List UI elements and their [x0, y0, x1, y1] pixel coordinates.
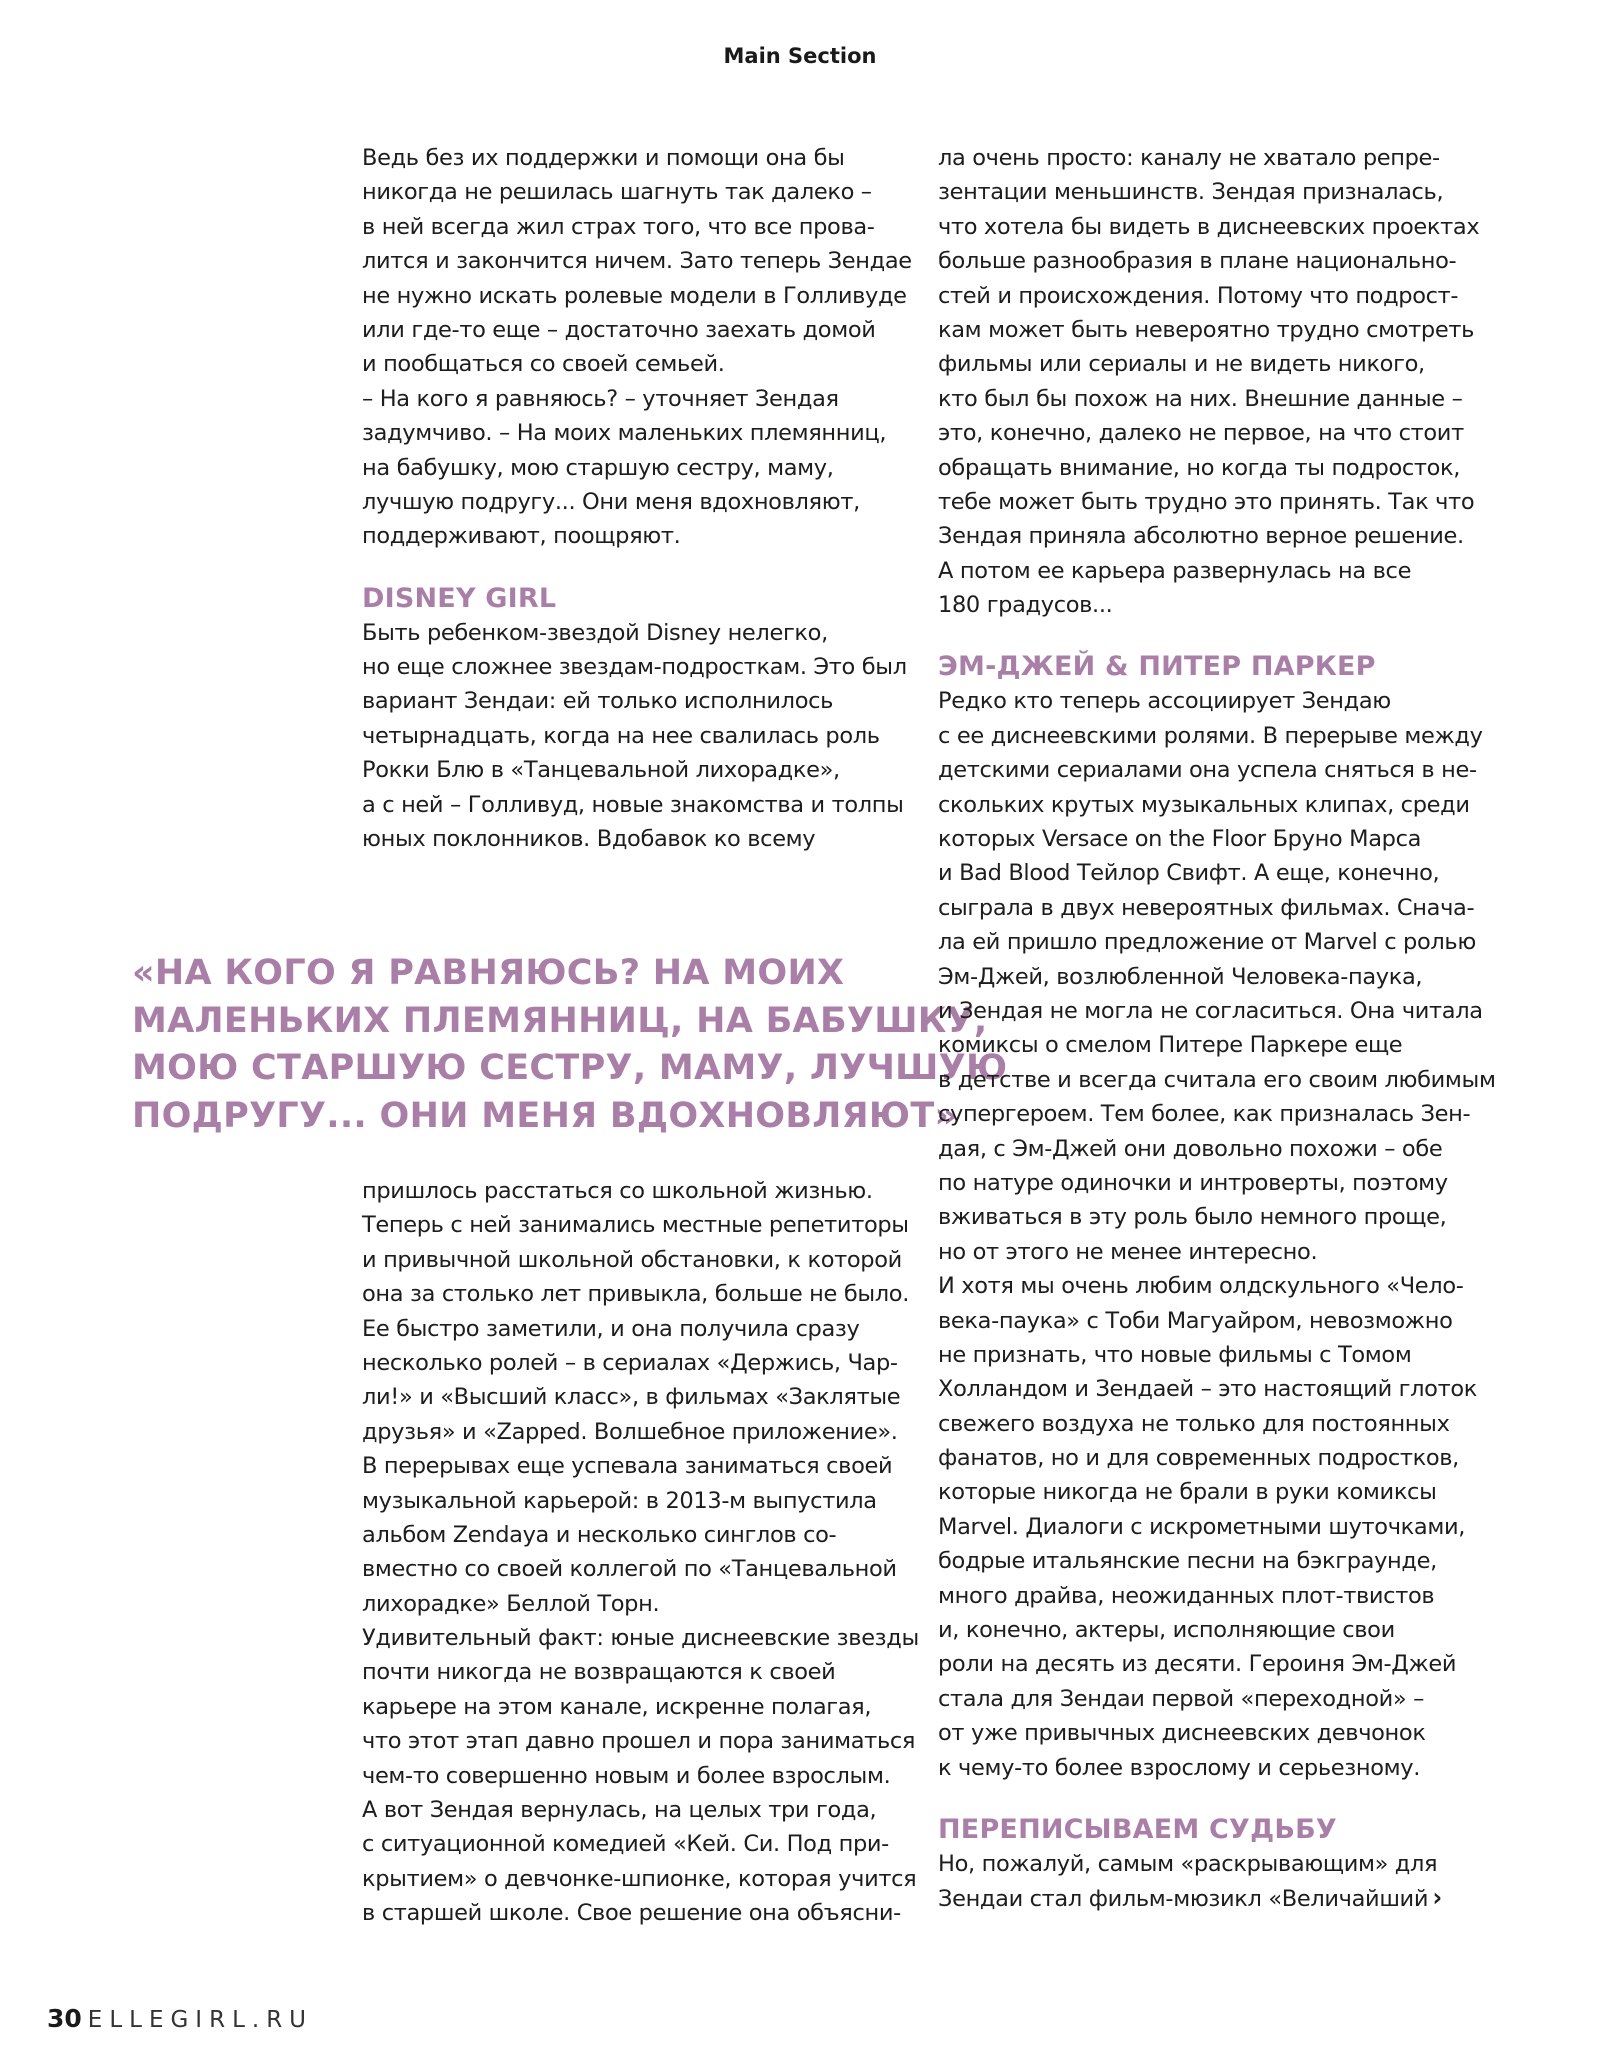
body-line: по натуре одиночки и интроверты, поэтому: [938, 1169, 1448, 1196]
body-line: фанатов, но и для современных подростков,: [938, 1445, 1459, 1472]
body-line: Рокки Блю в «Танцевальной лихорадке»,: [362, 757, 840, 784]
body-line: которые никогда не брали в руки комиксы: [938, 1479, 1437, 1506]
section-label: Main Section: [723, 44, 877, 68]
page-number: 30: [47, 2004, 82, 2033]
left-column-bottom: [362, 1174, 922, 1931]
body-line: дая, с Эм-Джей они довольно похожи – обе: [938, 1135, 1443, 1162]
body-line: задумчиво. – На моих маленьких племянниц,: [362, 420, 887, 447]
body-line: тебе может быть трудно это принять. Так что: [938, 488, 1475, 515]
body-line: к чему-то более взрослому и серьезному.: [938, 1754, 1421, 1781]
body-line: поддерживают, поощряют.: [362, 523, 681, 550]
spacer: [938, 622, 1498, 650]
body-line: и, конечно, актеры, исполняющие свои: [938, 1617, 1395, 1644]
body-line: которых Versace on the Floor Бруно Марса: [938, 826, 1422, 853]
body-line: не признать, что новые фильмы с Томом: [938, 1341, 1412, 1368]
pull-quote-line: ПОДРУГУ... ОНИ МЕНЯ ВДОХНОВЛЯЮТ»: [132, 1095, 958, 1136]
body-line: никогда не решилась шагнуть так далеко –: [362, 179, 872, 206]
page-footer: [47, 2004, 313, 2033]
body-line: И хотя мы очень любим олдскульного «Чело-: [938, 1273, 1464, 1300]
body-line: и пообщаться со своей семьей.: [362, 351, 725, 378]
pull-quote: [132, 950, 1008, 1140]
body-line: ла очень просто: каналу не хватало репре-: [938, 145, 1440, 171]
body-line: в ней всегда жил страх того, что все прова-: [362, 213, 875, 240]
site-name: ELLEGIRL.RU: [87, 2007, 314, 2033]
body-line: стала для Зендаи первой «переходной» –: [938, 1685, 1424, 1712]
body-line: альбом Zendaya и несколько синглов со-: [362, 1521, 837, 1548]
body-line: Холландом и Зендаей – это настоящий глоток: [938, 1376, 1477, 1403]
continue-arrow-icon: ›: [1432, 1883, 1442, 1914]
pull-quote-line: МАЛЕНЬКИХ ПЛЕМЯННИЦ, НА БАБУШКУ,: [132, 1000, 988, 1041]
body-line: лихорадке» Беллой Торн.: [362, 1590, 660, 1617]
body-line: бодрые итальянские песни на бэкграунде,: [938, 1548, 1437, 1575]
body-line: пришлось расстаться со школьной жизнью.: [362, 1178, 873, 1204]
body-line: В перерывах еще успевала заниматься своей: [362, 1453, 893, 1480]
body-line: карьере на этом канале, искренне полагая,: [362, 1693, 872, 1720]
pull-quote-line: МОЮ СТАРШУЮ СЕСТРУ, МАМУ, ЛУЧШУЮ: [132, 1048, 1008, 1088]
body-line: комиксы о смелом Питере Паркере еще: [938, 1032, 1403, 1059]
body-line: больше разнообразия в плане национально-: [938, 248, 1457, 275]
spacer: [938, 1785, 1498, 1813]
pull-quote-line: «НА КОГО Я РАВНЯЮСЬ? НА МОИХ: [132, 953, 845, 993]
body-line: супергероем. Тем более, как призналась Зен-: [938, 1101, 1471, 1128]
body-line: ла ей пришло предложение от Marvel с ролью: [938, 929, 1476, 956]
body-line: что этот этап давно прошел и пора заниматься: [362, 1728, 916, 1755]
body-line: чем-то совершенно новым и более взрослым.: [362, 1762, 891, 1789]
body-line: зентации меньшинств. Зендая призналась,: [938, 179, 1444, 206]
spacer: [362, 554, 922, 582]
left-column-top: [362, 141, 922, 856]
body-line: с ситуационной комедией «Кей. Си. Под при-: [362, 1831, 889, 1858]
body-line: несколько ролей – в сериалах «Держись, Чар-: [362, 1349, 898, 1376]
body-line: сыграла в двух невероятных фильмах. Снача-: [938, 894, 1475, 921]
body-line: А потом ее карьера развернулась на все: [938, 557, 1412, 584]
body-line: скольких крутых музыкальных клипах, среди: [938, 791, 1470, 818]
body-line: Ведь без их поддержки и помощи она бы: [362, 145, 845, 171]
body-line-last: [938, 1881, 1498, 1915]
body-line: четырнадцать, когда на нее свалилась роль: [362, 722, 880, 749]
body-line: не нужно искать ролевые модели в Голливуде: [362, 282, 907, 309]
body-line: друзья» и «Zapped. Волшебное приложение».: [362, 1418, 898, 1445]
body-line: почти никогда не возвращаются к своей: [362, 1659, 836, 1686]
body-line: Marvel. Диалоги с искрометными шуточками,: [938, 1513, 1466, 1540]
body-line: в старшей школе. Свое решение она объясни-: [362, 1900, 901, 1927]
body-line: детскими сериалами она успела сняться в не-: [938, 757, 1477, 784]
body-line: Ее быстро заметили, и она получила сразу: [362, 1315, 860, 1342]
body-line: ли!» и «Высший класс», в фильмах «Заклятые: [362, 1384, 901, 1411]
body-line: 180 градусов...: [938, 592, 1113, 619]
body-line: А вот Зендая вернулась, на целых три года,: [362, 1797, 877, 1824]
body-line: Удивительный факт: юные диснеевские звезды: [362, 1625, 919, 1652]
body-line: роли на десять из десяти. Героиня Эм-Джей: [938, 1651, 1457, 1678]
section-heading-mj-peter-parker: ЭМ-ДЖЕЙ & ПИТЕР ПАРКЕР: [938, 651, 1376, 683]
body-line: обращать внимание, но когда ты подросток,: [938, 454, 1461, 481]
body-line: Быть ребенком-звездой Disney нелегко,: [362, 619, 828, 646]
body-line: стей и происхождения. Потому что подрост-: [938, 282, 1459, 309]
body-line: – На кого я равняюсь? – уточняет Зендая: [362, 385, 839, 412]
body-line: но от этого не менее интересно.: [938, 1238, 1318, 1265]
body-line: в детстве и всегда считала его своим любимым: [938, 1066, 1496, 1093]
body-line: Зендая приняла абсолютно верное решение.: [938, 523, 1464, 550]
right-column: [938, 141, 1498, 1916]
body-line: фильмы или сериалы и не видеть никого,: [938, 351, 1425, 378]
body-line: а с ней – Голливуд, новые знакомства и толпы: [362, 791, 904, 818]
section-heading-rewriting-fate: ПЕРЕПИСЫВАЕМ СУДЬБУ: [938, 1813, 1337, 1845]
body-line: лится и закончится ничем. Зато теперь Зендае: [362, 248, 912, 275]
body-line: и привычной школьной обстановки, к которой: [362, 1246, 902, 1273]
body-line: Редко кто теперь ассоциирует Зендаю: [938, 688, 1391, 715]
body-line: или где-то еще – достаточно заехать домой: [362, 316, 876, 343]
body-line: Эм-Джей, возлюбленной Человека-паука,: [938, 963, 1423, 990]
body-line: Теперь с ней занимались местные репетиторы: [362, 1212, 909, 1239]
body-line: вариант Зендаи: ей только исполнилось: [362, 688, 834, 715]
body-line: вживаться в эту роль было немного проще,: [938, 1204, 1447, 1231]
body-line: она за столько лет привыкла, больше не было.: [362, 1281, 910, 1308]
body-line: но еще сложнее звездам-подросткам. Это был: [362, 654, 907, 681]
section-heading-disney-girl: DISNEY GIRL: [362, 582, 557, 614]
body-line: свежего воздуха не только для постоянных: [938, 1410, 1450, 1437]
body-line: вместно со своей коллегой по «Танцевальной: [362, 1556, 897, 1583]
body-line: что хотела бы видеть в диснеевских проектах: [938, 213, 1480, 240]
body-line: от уже привычных диснеевских девчонок: [938, 1720, 1426, 1747]
body-line: и Зендая не могла не согласиться. Она читала: [938, 997, 1483, 1024]
body-line: с ее диснеевскими ролями. В перерыве между: [938, 722, 1483, 749]
body-line: и Bad Blood Тейлор Свифт. А еще, конечно,: [938, 860, 1440, 887]
body-line: кто был бы похож на них. Внешние данные –: [938, 385, 1463, 412]
body-line: века-паука» с Тоби Магуайром, невозможно: [938, 1307, 1453, 1334]
body-line: Но, пожалуй, самым «раскрывающим» для: [938, 1850, 1438, 1877]
body-line: крытием» о девчонке-шпионке, которая учится: [362, 1865, 917, 1892]
body-line: музыкальной карьерой: в 2013-м выпустила: [362, 1487, 877, 1514]
body-line-text: Зендаи стал фильм-мюзикл «Величайший: [938, 1886, 1429, 1913]
body-line: много драйва, неожиданных плот-твистов: [938, 1582, 1435, 1609]
body-line: лучшую подругу... Они меня вдохновляют,: [362, 488, 860, 515]
body-line: кам может быть невероятно трудно смотреть: [938, 316, 1474, 343]
body-line: это, конечно, далеко не первое, на что стоит: [938, 420, 1464, 447]
body-line: на бабушку, мою старшую сестру, маму,: [362, 454, 834, 481]
body-line: юных поклонников. Вдобавок ко всему: [362, 826, 816, 853]
